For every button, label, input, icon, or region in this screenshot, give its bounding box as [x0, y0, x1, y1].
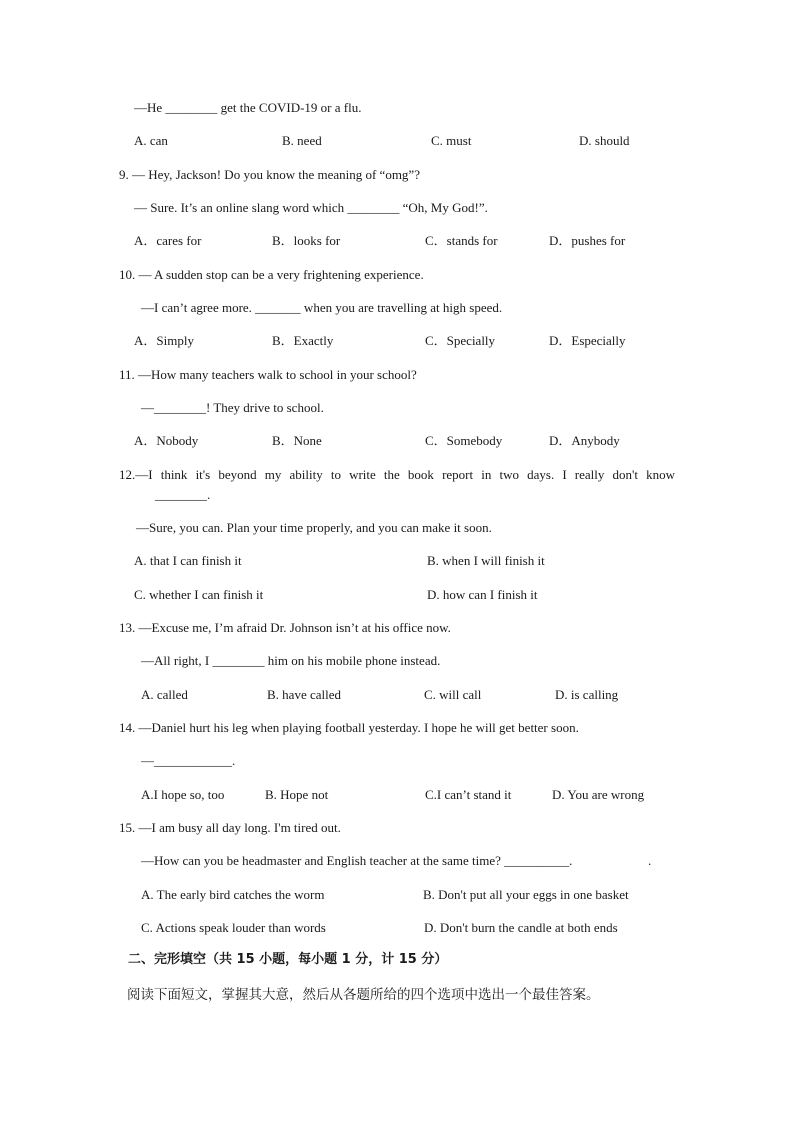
q10-option-c: C．Specially	[425, 333, 496, 348]
q11-option-a: A．Nobody	[134, 433, 199, 448]
q11-option-d: D．Anybody	[549, 433, 620, 448]
q11-option-c: C．Somebody	[425, 433, 503, 448]
q13-answer-line: —All right, I ________ him on his mobile phone instead.	[141, 653, 441, 668]
q8-option-b: B. need	[282, 133, 322, 148]
q11-option-b: B．None	[272, 433, 322, 448]
section-instruction: 阅读下面短文，掌握其大意，然后从各题所给的四个选项中选出一个最佳答案。	[127, 987, 600, 1003]
q13-question: 13. —Excuse me, I’m afraid Dr. Johnson isn’t at his office now.	[119, 620, 451, 635]
q15-option-b: B. Don't put all your eggs in one basket	[423, 887, 629, 902]
q14-option-b: B. Hope not	[265, 787, 329, 802]
q8-option-a: A. can	[134, 133, 168, 148]
q12-option-b: B. when I will finish it	[427, 553, 545, 568]
q15-option-a: A. The early bird catches the worm	[141, 887, 325, 902]
q14-option-d: D. You are wrong	[552, 787, 645, 802]
q12-option-a: A. that I can finish it	[134, 553, 242, 568]
q12-question-blank: ________.	[155, 487, 211, 502]
q15-option-c: C. Actions speak louder than words	[141, 920, 326, 935]
q10-answer-line: —I can’t agree more. _______ when you are travelling at high speed.	[141, 300, 503, 315]
q8-option-d: D. should	[579, 133, 630, 148]
q14-option-a: A.I hope so, too	[141, 787, 225, 802]
q13-option-a: A. called	[141, 687, 188, 702]
q14-question: 14. —Daniel hurt his leg when playing football yesterday. I hope he will get better soon.	[119, 720, 579, 735]
q13-option-c: C. will call	[424, 687, 482, 702]
q15-answer-line: —How can you be headmaster and English teacher at the same time? __________.	[141, 853, 573, 868]
q12-answer-line: —Sure, you can. Plan your time properly, and you can make it soon.	[136, 520, 492, 535]
q14-answer-line: —____________.	[141, 753, 236, 768]
q10-option-d: D．Especially	[549, 333, 626, 348]
q9-question: 9. — Hey, Jackson! Do you know the meaning of “omg”?	[119, 167, 420, 182]
section-title: 二、完形填空（共 15 小题，每小题 1 分，计 15 分）	[128, 952, 448, 967]
q9-option-a: A．cares for	[134, 233, 202, 248]
q9-option-c: C．stands for	[425, 233, 498, 248]
q10-option-b: B．Exactly	[272, 333, 334, 348]
q13-option-d: D. is calling	[555, 687, 619, 702]
q12-option-c: C. whether I can finish it	[134, 587, 264, 602]
q9-answer-line: — Sure. It’s an online slang word which ________ “Oh, My God!”.	[134, 200, 488, 215]
q12-question: 12.—I think it's beyond my ability to write the book report in two days. I really don't know	[119, 467, 675, 482]
q8-answer-line: —He ________ get the COVID-19 or a flu.	[134, 100, 362, 115]
q15-option-d: D. Don't burn the candle at both ends	[424, 920, 618, 935]
q15-question: 15. —I am busy all day long. I'm tired out.	[119, 820, 341, 835]
q11-answer-line: —________! They drive to school.	[141, 400, 324, 415]
q9-option-d: D．pushes for	[549, 233, 626, 248]
q15-trailing-dot: .	[648, 853, 652, 868]
q13-option-b: B. have called	[267, 687, 341, 702]
q14-option-c: C.I can’t stand it	[425, 787, 512, 802]
q10-option-a: A．Simply	[134, 333, 194, 348]
q11-question: 11. —How many teachers walk to school in your school?	[119, 367, 417, 382]
q9-option-b: B．looks for	[272, 233, 341, 248]
q8-option-c: C. must	[431, 133, 472, 148]
q12-option-d: D. how can I finish it	[427, 587, 538, 602]
q10-question: 10. — A sudden stop can be a very frightening experience.	[119, 267, 424, 282]
